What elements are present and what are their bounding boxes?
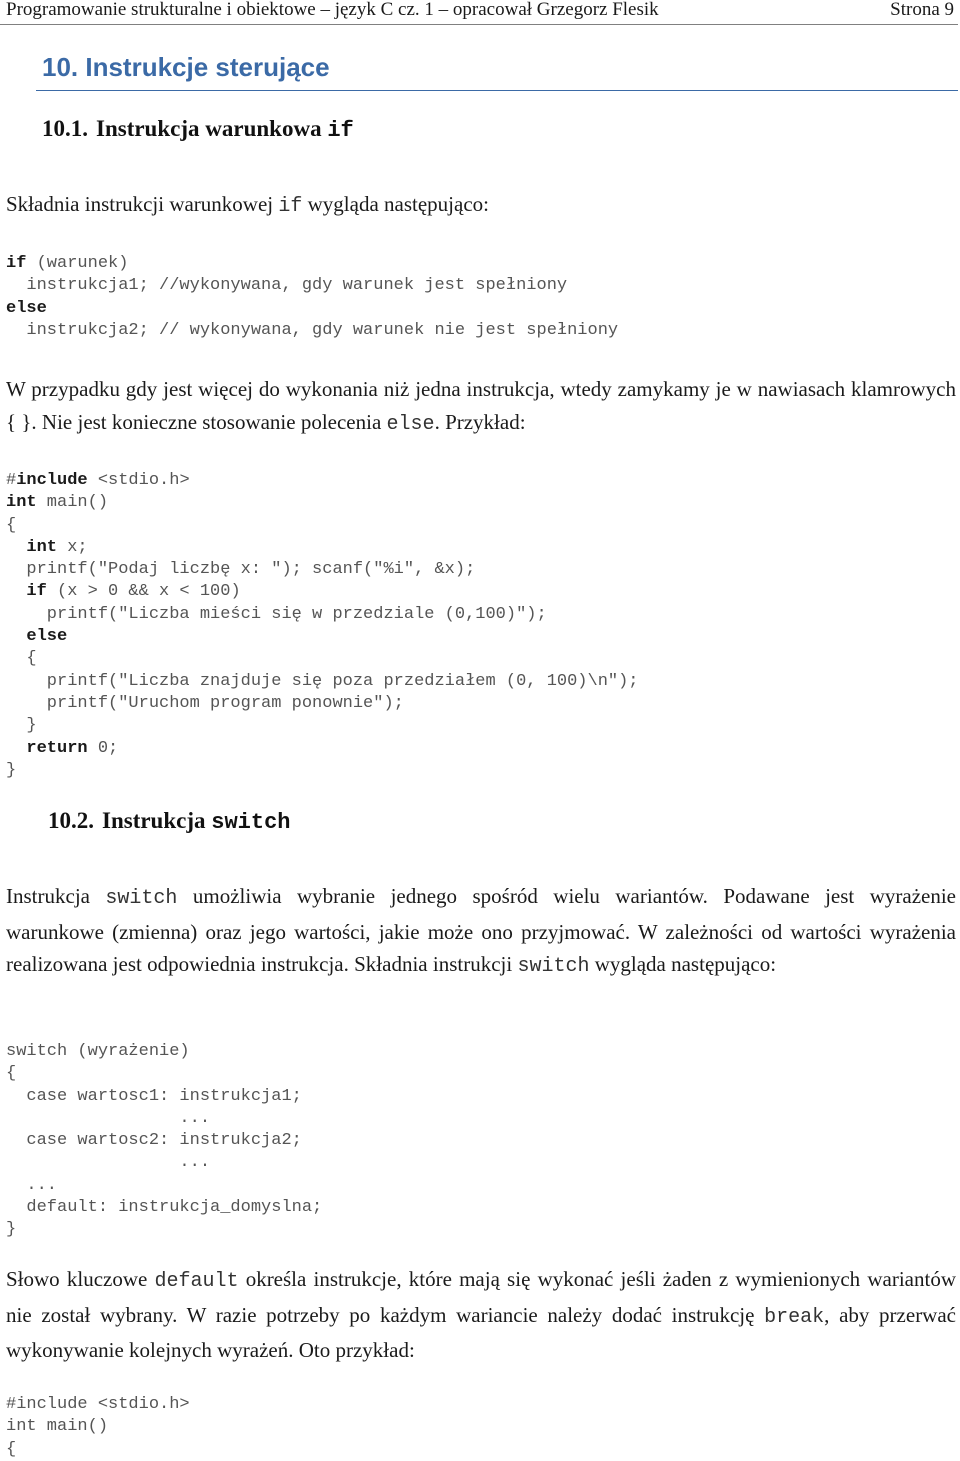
inline-code: if [278,195,303,218]
paragraph-default-break: Słowo kluczowe default określa instrukcje, które mają się wykonać jeśli żaden z wymienionych wariantów nie został wybrany. W razie potrzeby po każdym wariancie należy dodać instrukcję break, aby przerwać wykonywanie kolejnych wyrażeń. Oto przykład: [6,1267,956,1362]
code-line: } [6,716,37,736]
code-line: switch (wyrażenie) [6,1042,190,1061]
code-line: case wartosc2: instrukcja2; [6,1131,302,1151]
page-number: Strona 9 [890,0,954,20]
code-line: int main() [6,493,109,513]
header-title: Programowanie strukturalne i obiektowe – język C cz. 1 – opracował Grzegorz Flesik [6,0,659,20]
inline-code: default [154,1270,239,1293]
code-line: ... [6,1175,58,1195]
subsection-number: 10.2. [48,808,94,833]
subsection-title: Instrukcja warunkowa [96,116,328,141]
code-line: ... [6,1153,211,1173]
subsection-heading-switch [48,808,290,835]
code-line: if (warunek) [6,254,129,273]
code-block-if-syntax [6,253,618,342]
code-line: ... [6,1108,211,1128]
section-divider [36,90,958,91]
code-line: int x; [26,537,88,557]
subsection-keyword: switch [211,810,291,835]
code-line: printf("Uruchom program ponownie"); [6,693,404,713]
code-line: instrukcja1; //wykonywana, gdy warunek jest spełniony [6,276,568,296]
code-line: int main() [6,1417,109,1437]
code-line: printf("Liczba mieści się w przedziale (0,100)"); [6,604,547,624]
inline-code: else [386,412,435,436]
code-line: else [6,298,47,318]
paragraph-if-syntax: Składnia instrukcji warunkowej if wygląda następująco: [6,192,489,218]
code-line: printf("Liczba znajduje się poza przedziałem (0, 100)\n"); [6,671,639,691]
section-heading: 10. Instrukcje sterujące [42,52,330,82]
code-line: instrukcja2; // wykonywana, gdy warunek nie jest spełniony [6,320,619,340]
code-line: if (x > 0 && x < 100) [26,582,241,602]
code-line: { [6,515,17,535]
code-line: else [26,627,68,647]
code-line: { [6,1064,17,1084]
code-line: #include <stdio.h> [6,471,190,490]
inline-code: switch [105,887,178,910]
paragraph-switch-description: Instrukcja switch umożliwia wybranie jednego spośród wielu wariantów. Podawane jest wyrażenie warunkowe (zmienna) oraz jego wartości, jakie może ono przyjmować. W zależności od wartości wyrażenia realizowana jest odpowiednia instrukcja. Składnia instrukcji switch wygląda następująco: [6,884,956,978]
code-line: default: instrukcja_domyslna; [6,1198,323,1218]
code-line: return 0; [26,738,119,758]
code-line: { [6,1439,17,1459]
code-line: } [6,1220,17,1240]
subsection-keyword: if [327,118,354,143]
inline-code: switch [517,955,590,978]
code-block-switch-example [6,1394,190,1461]
code-line: } [6,760,17,780]
code-line: { [6,649,37,669]
code-line: printf("Podaj liczbę x: "); scanf("%i", &x); [6,560,476,580]
subsection-title: Instrukcja [102,808,212,833]
subsection-heading-if [42,116,354,143]
paragraph-braces: W przypadku gdy jest więcej do wykonania niż jedna instrukcja, wtedy zamykamy je w nawiasach klamrowych { }. Nie jest konieczne stosowanie polecenia else. Przykład: [6,377,956,436]
code-line: case wartosc1: instrukcja1; [6,1086,302,1106]
page-header [0,0,960,24]
code-line: #include <stdio.h> [6,1395,190,1414]
inline-code: break [764,1305,825,1329]
code-block-switch-syntax [6,1041,322,1242]
code-block-if-example [6,470,639,782]
subsection-number: 10.1. [42,116,88,141]
header-divider [0,24,958,25]
